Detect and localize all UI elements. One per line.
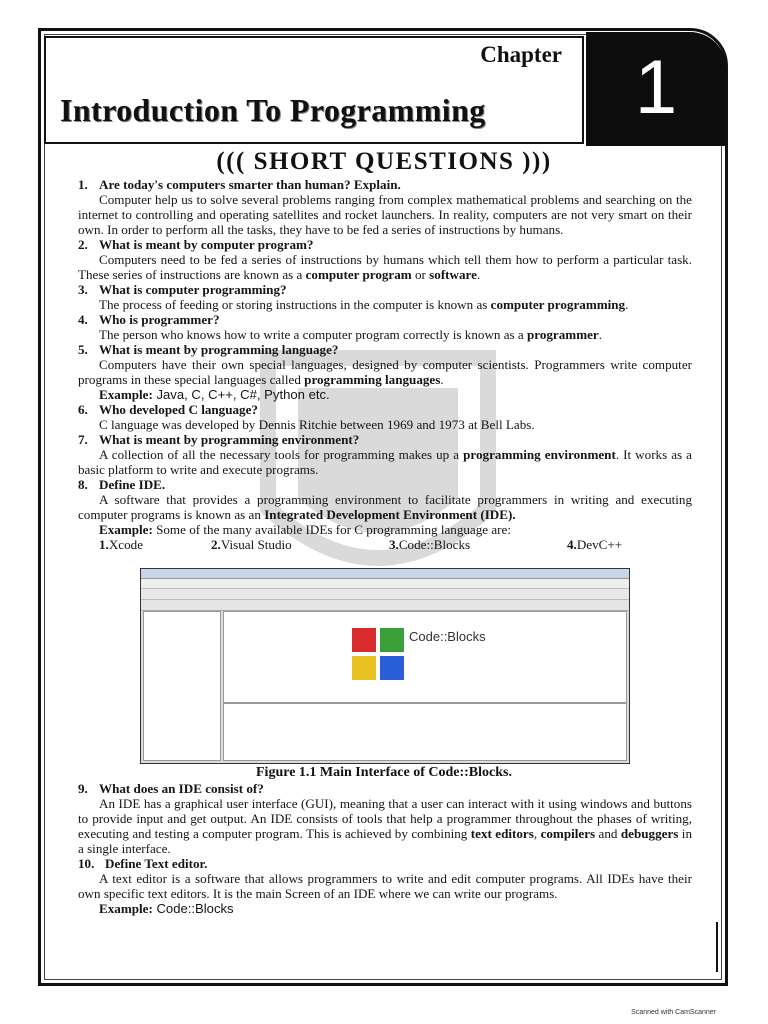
question-7-answer: A collection of all the necessary tools for programming makes up a programming environment. It works as a basic platform to write and execute programs.	[78, 447, 692, 477]
ide-list-item: 4.DevC++	[567, 537, 623, 552]
questions-section-2	[78, 781, 692, 916]
question-5-example: Example: Java, C, C++, C#, Python etc.	[99, 387, 330, 402]
question-8-answer: A software that provides a programming environment to facilitate programmers in writing and executing computer programs is known as an Integrated Development Environment (IDE).	[78, 492, 692, 522]
question-5-heading: 5. What is meant by programming language?	[78, 342, 339, 357]
question-7-heading: 7. What is meant by programming environment?	[78, 432, 360, 447]
question-3-heading: 3. What is computer programming?	[78, 282, 287, 297]
question-6-heading: 6. Who developed C language?	[78, 402, 258, 417]
ide-list-item: 1.Xcode	[99, 537, 144, 552]
question-10-heading: 10. Define Text editor.	[78, 856, 208, 871]
question-8-heading: 8. Define IDE.	[78, 477, 166, 492]
ide-list-item: 3.Code::Blocks	[389, 537, 471, 552]
chapter-header	[44, 36, 584, 144]
chapter-number: 1	[634, 45, 678, 130]
figure-window-titlebar	[141, 569, 629, 579]
figure-caption: Figure 1.1 Main Interface of Code::Blocks.	[256, 765, 512, 780]
question-2-heading: 2. What is meant by computer program?	[78, 237, 314, 252]
question-5-answer: Computers have their own special languages, designed by computer scientists. Programmers write computer programs in these special languages called programming languages.	[78, 357, 692, 387]
question-10-answer: A text editor is a software that allows programmers to write and edit computer programs. All IDEs have their own specific text editors. It is the main Screen of an IDE where we can write our programs.	[78, 871, 692, 901]
figure-start-page	[223, 611, 627, 703]
question-3-answer: The process of feeding or storing instructions in the computer is known as computer programming.	[99, 297, 629, 312]
question-6-answer: C language was developed by Dennis Ritchie between 1969 and 1973 at Bell Labs.	[99, 417, 535, 432]
figure-menubar	[141, 579, 629, 589]
question-4-heading: 4. Who is programmer?	[78, 312, 220, 327]
section-heading: ((( SHORT QUESTIONS )))	[216, 148, 552, 175]
questions-section-1	[78, 177, 692, 555]
question-2-answer: Computers need to be fed a series of instructions by humans which tell them how to perform a particular task. These series of instructions are known as a computer program or software.	[78, 252, 692, 282]
figure-logo-text: Code::Blocks	[409, 629, 486, 644]
margin-line	[716, 922, 718, 972]
question-4-answer: The person who knows how to write a computer program correctly is known as a programmer.	[99, 327, 603, 342]
ide-list	[99, 537, 692, 552]
figure-toolbar	[141, 589, 629, 600]
figure-management-panel	[143, 611, 221, 761]
codeblocks-logo-icon	[350, 626, 406, 682]
question-1-answer: Computer help us to solve several problems ranging from complex mathematical problems and searching on the internet to controlling and operating satellites and rocket launchers. In reality, computers are not very smart on their own. In order to perform all the tasks, they have to be fed a series of instructions by humans.	[78, 192, 692, 237]
question-9-heading: 9. What does an IDE consist of?	[78, 781, 264, 796]
chapter-label: Chapter	[480, 42, 562, 67]
figure-log-panel	[223, 703, 627, 761]
question-10-example: Example: Code::Blocks	[99, 901, 234, 916]
ide-list-item: 2.Visual Studio	[211, 537, 292, 552]
figure-toolbar-secondary	[141, 600, 629, 611]
scanner-footer: Scanned with CamScanner	[631, 1009, 716, 1016]
question-1-heading: 1. Are today's computers smarter than human? Explain.	[78, 177, 401, 192]
question-9-answer: An IDE has a graphical user interface (GUI), meaning that a user can interact with it using windows and buttons to provide input and get output. An IDE consists of tools that help a programmer throughout the phases of writing, executing and testing a computer program. This is achieved by combining text editors, compilers and debuggers in a single interface.	[78, 796, 692, 856]
codeblocks-screenshot-figure	[140, 568, 630, 764]
chapter-number-block	[586, 32, 726, 146]
question-8-example: Example: Some of the many available IDEs for C programming language are:	[99, 522, 511, 537]
chapter-title: Introduction To Programming	[60, 92, 486, 128]
